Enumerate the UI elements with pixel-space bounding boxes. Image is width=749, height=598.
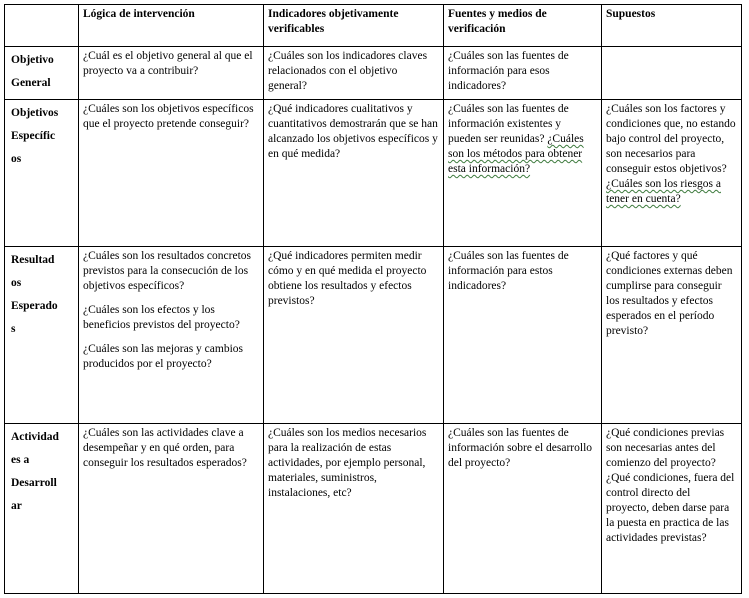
cell-text: ¿Cuáles son los objetivos específicos que el proyecto pretende conseguir? <box>83 103 254 130</box>
cell-text: ¿Cuáles son los factores y condiciones que, no estando bajo control del proyecto, son necesarios para conseguir estos objetivos? <box>606 103 736 175</box>
header-indicadores: Indicadores objetivamente verificables <box>264 5 444 47</box>
header-supuestos: Supuestos <box>602 5 742 47</box>
cell-text-spellcheck: ¿Cuáles son los métodos para obtener esta información? <box>448 133 584 175</box>
row-label-line: os <box>11 153 22 165</box>
cell-logica <box>79 47 264 100</box>
cell-text: ¿Qué condiciones previas son necesarias antes del comienzo del proyecto? <box>606 427 725 469</box>
row-label-line: s <box>11 323 16 335</box>
cell-text: ¿Cuáles son los resultados concretos previstos para la consecución de los objetivos específicos? <box>83 250 251 292</box>
cell-indicadores: ¿Qué indicadores cualitativos y cuantitativos demostrarán que se han alcanzado los objetivos específicos y en qué medida? <box>264 100 444 247</box>
logical-framework-table <box>4 4 742 594</box>
row-label-line: Desarroll <box>11 477 57 489</box>
row-resultados-esperados <box>5 247 742 424</box>
header-empty <box>5 5 79 47</box>
cell-text: ¿Cuáles son las mejoras y cambios producidos por el proyecto? <box>83 343 244 370</box>
cell-logica <box>79 100 264 247</box>
row-label-line: Actividad <box>11 431 59 443</box>
cell-fuentes: ¿Cuáles son las fuentes de información para esos indicadores? <box>444 47 602 100</box>
cell-supuestos <box>602 100 742 247</box>
row-label-line: Objetivos <box>11 107 59 119</box>
cell-text: ¿Cuál es el objetivo general al que el proyecto va a contribuir? <box>83 50 253 77</box>
header-fuentes: Fuentes y medios de verificación <box>444 5 602 47</box>
row-objetivo-general <box>5 47 742 100</box>
row-label-line: Resultad <box>11 254 55 266</box>
row-objetivos-especificos <box>5 100 742 247</box>
cell-supuestos: ¿Qué factores y qué condiciones externas deben cumplirse para conseguir los resultados y efectos esperados en el período previsto? <box>602 247 742 424</box>
cell-fuentes: ¿Cuáles son las fuentes de información sobre el desarrollo del proyecto? <box>444 424 602 594</box>
cell-text: ¿Qué condiciones, fuera del control directo del proyecto, deben darse para la puesta en practica de las actividades previstas? <box>606 472 735 544</box>
cell-logica <box>79 247 264 424</box>
row-label-line: General <box>11 77 51 89</box>
cell-indicadores: ¿Cuáles son los indicadores claves relacionados con el objetivo general? <box>264 47 444 100</box>
cell-fuentes <box>444 100 602 247</box>
cell-logica <box>79 424 264 594</box>
row-label <box>5 424 79 594</box>
row-label-line: Específic <box>11 130 56 142</box>
header-logica: Lógica de intervención <box>79 5 264 47</box>
row-label-line: ar <box>11 500 22 512</box>
cell-text: ¿Cuáles son las actividades clave a desempeñar y en qué orden, para conseguir los resultados esperados? <box>83 427 247 469</box>
row-label <box>5 100 79 247</box>
cell-supuestos <box>602 424 742 594</box>
row-label-line: Objetivo <box>11 54 54 66</box>
cell-text: ¿Cuáles son las fuentes de información existentes y pueden ser reunidas? <box>448 103 569 145</box>
cell-fuentes: ¿Cuáles son las fuentes de información para estos indicadores? <box>444 247 602 424</box>
cell-indicadores: ¿Qué indicadores permiten medir cómo y en qué medida el proyecto obtiene los resultados y efectos previstos? <box>264 247 444 424</box>
cell-text: ¿Cuáles son los efectos y los beneficios previstos del proyecto? <box>83 304 240 331</box>
cell-supuestos <box>602 47 742 100</box>
row-label-line: os <box>11 277 22 289</box>
header-row <box>5 5 742 47</box>
row-label-line: Esperado <box>11 300 58 312</box>
row-label <box>5 47 79 100</box>
cell-indicadores: ¿Cuáles son los medios necesarios para la realización de estas actividades, por ejemplo personal, materiales, suministros, instalaciones, etc? <box>264 424 444 594</box>
cell-text-spellcheck: ¿Cuáles son los riesgos a tener en cuenta? <box>606 178 721 205</box>
row-label <box>5 247 79 424</box>
row-label-line: es a <box>11 454 30 466</box>
row-actividades <box>5 424 742 594</box>
